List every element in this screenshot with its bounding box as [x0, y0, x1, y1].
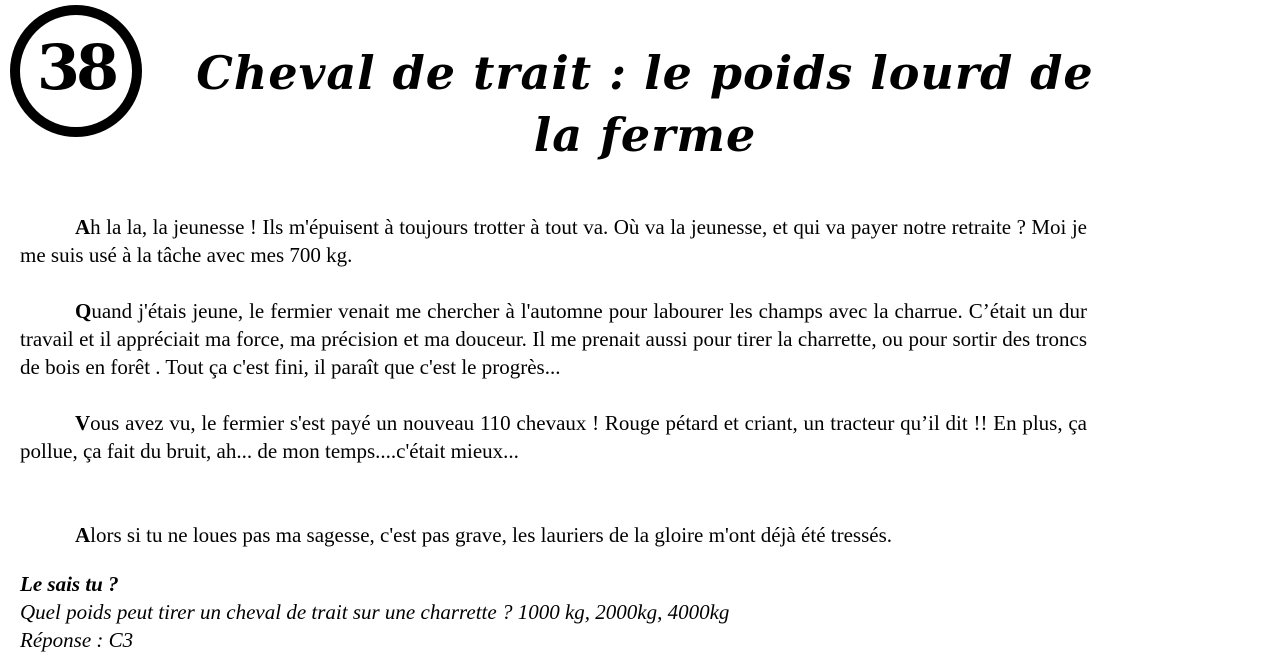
paragraph-4	[20, 521, 1087, 549]
paragraph-initial: A	[75, 523, 91, 547]
chapter-number: 38	[36, 31, 116, 104]
paragraph-initial: A	[75, 215, 91, 239]
quiz-heading: Le sais tu ?	[20, 572, 119, 596]
page-title: Cheval de trait : le poids lourd de la ferme	[196, 46, 1094, 162]
paragraph-2	[20, 297, 1087, 381]
paragraph-3	[20, 409, 1087, 465]
chapter-number-badge	[10, 5, 142, 137]
paragraph-text: h la la, la jeunesse ! Ils m'épuisent à toujours trotter à tout va. Où va la jeunesse, et qui va payer notre retraite ? Moi je me suis usé à la tâche avec mes 700 kg.	[20, 215, 1087, 267]
paragraph-text: lors si tu ne loues pas ma sagesse, c'est pas grave, les lauriers de la gloire m'ont déjà été tressés.	[90, 523, 892, 547]
quiz-section	[20, 570, 729, 654]
quiz-question: Quel poids peut tirer un cheval de trait sur une charrette ? 1000 kg, 2000kg, 4000kg	[20, 600, 730, 624]
paragraph-text: ous avez vu, le fermier s'est payé un nouveau 110 chevaux ! Rouge pétard et criant, un tracteur qu’il dit !! En plus, ça pollue, ça fait du bruit, ah... de mon temps....c'était mieux...	[20, 411, 1087, 463]
paragraph-1	[20, 213, 1087, 269]
paragraph-initial: V	[75, 411, 91, 435]
quiz-answer: Réponse : C3	[20, 628, 134, 652]
paragraph-text: uand j'étais jeune, le fermier venait me chercher à l'automne pour labourer les champs avec la charrue. C’était un dur travail et il appréciait ma force, ma précision et ma douceur. Il me prenait aussi pour tirer la charrette, ou pour sortir des troncs de bois en forêt . Tout ça c'est fini, il paraît que c'est le progrès...	[20, 299, 1087, 379]
paragraph-initial: Q	[75, 299, 92, 323]
